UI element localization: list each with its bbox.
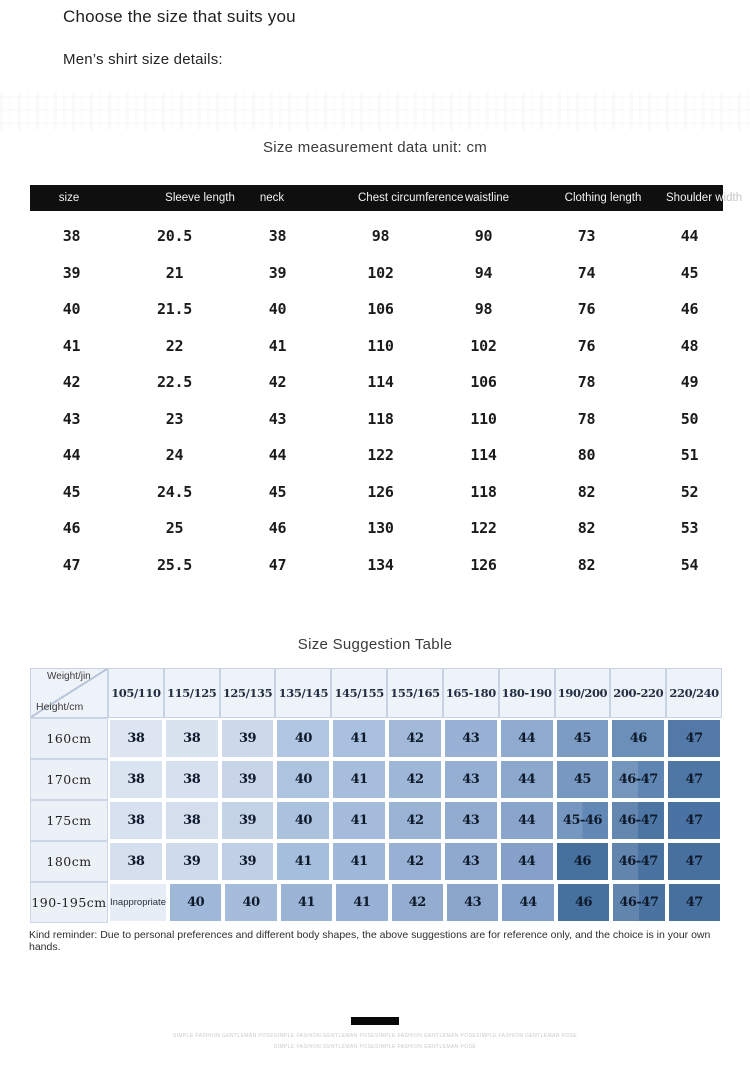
measurement-value: 122 [367,446,394,465]
measurement-value: 94 [474,263,493,282]
header-chest-circumference: Chest circumference [358,192,464,204]
measurement-value: 23 [165,409,184,428]
footer-black-bar [351,1017,399,1025]
page-title: Choose the size that suits you [63,7,296,26]
measurement-value: 39 [268,263,287,282]
suggested-size-cell: 38 [108,841,164,882]
measurement-value: 21 [165,263,184,282]
corner-cell [30,668,108,718]
suggested-size-cell: 47 [666,718,722,759]
weight-column-header: 220/240 [666,668,722,718]
suggested-size-cell: 46-47 [610,800,666,841]
suggested-size-cell: 47 [666,841,722,882]
measurement-value: 42 [62,373,81,392]
suggestion-row [30,759,722,800]
measurement-value: 46 [680,300,699,319]
measurement-value: 74 [577,263,596,282]
measurement-value: 22 [165,336,184,355]
weight-column-header: 200-220 [610,668,666,718]
measurement-value: 106 [470,373,497,392]
suggested-size-cell: 40 [275,718,331,759]
measurement-value: 42 [268,373,287,392]
suggestion-header-row [30,668,722,718]
weight-column-header: 145/155 [331,668,387,718]
measurement-value: 24 [165,446,184,465]
measurement-value: 25 [165,519,184,538]
suggested-size-cell: 47 [667,882,722,923]
measurement-value: 78 [577,409,596,428]
suggested-size-cell: 46 [555,841,611,882]
suggested-size-cell: 42 [387,718,443,759]
measurement-value: 51 [680,446,699,465]
weight-column-header: 125/135 [220,668,276,718]
measurement-value: 114 [367,373,394,392]
suggested-size-cell: 46 [556,882,611,923]
measurement-value: 76 [577,300,596,319]
measurement-value: 73 [577,227,596,246]
weight-column-header: 155/165 [387,668,443,718]
suggestion-row [30,718,722,759]
measurement-value: 44 [680,227,699,246]
measurement-value: 22.5 [157,373,192,392]
measurement-value: 98 [474,300,493,319]
height-label: 190-195cm [30,882,108,923]
suggested-size-cell: 40 [223,882,278,923]
suggested-size-cell: 46-47 [611,882,666,923]
measurement-value: 20.5 [157,227,192,246]
suggested-size-cell: 47 [666,800,722,841]
measurement-value: 98 [371,227,390,246]
measurement-value: 130 [367,519,394,538]
kind-reminder-text: Kind reminder: Due to personal preferences and different body shapes, the above suggestions are for reference only, and the choice is in your own hands. [29,929,711,953]
height-label: 175cm [30,800,108,841]
measurement-value: 102 [470,336,497,355]
suggested-size-cell: 45 [555,718,611,759]
suggested-size-cell: 44 [499,841,555,882]
suggestion-row [30,800,722,841]
measurement-value: 24.5 [157,482,192,501]
weight-column-header: 190/200 [555,668,611,718]
watermark-line-2: SIMPLE FASHION GENTLEMAN POSESIMPLE FASHION GENTLEMAN POSE [273,1044,477,1050]
measurement-value: 82 [577,519,596,538]
measurement-value: 110 [367,336,394,355]
subtitle: Men’s shirt size details: [63,51,223,68]
header-shoulder-width: Shoulder width [666,192,743,204]
suggested-size-cell: 46 [610,718,666,759]
suggested-size-cell: 44 [499,718,555,759]
suggested-size-cell: 44 [500,882,555,923]
measurement-value: 38 [62,227,81,246]
measurement-value: 110 [470,409,497,428]
measurement-value: 41 [268,336,287,355]
suggestion-row [30,841,722,882]
suggested-size-cell: 41 [331,841,387,882]
measurement-table-header [30,185,743,211]
measurement-value: 45 [680,263,699,282]
measurement-value: 49 [680,373,699,392]
measurement-value: 47 [62,555,81,574]
measurement-value: 48 [680,336,699,355]
header-clothing-length: Clothing length [564,192,642,204]
measurement-value: 126 [367,482,394,501]
faint-watermark-band [0,92,750,130]
measurement-value: 39 [62,263,81,282]
suggested-size-cell: 41 [275,841,331,882]
suggested-size-cell: 44 [499,800,555,841]
suggested-size-cell: 42 [387,800,443,841]
measurement-value: 126 [470,555,497,574]
suggested-size-cell: 43 [445,882,500,923]
measurement-value: 122 [470,519,497,538]
measurement-value: 45 [268,482,287,501]
suggested-size-cell: 43 [443,759,499,800]
suggested-size-cell: 39 [164,841,220,882]
suggested-size-cell: 42 [387,759,443,800]
height-label: 160cm [30,718,108,759]
watermark-line-1: SIMPLE FASHION GENTLEMAN POSESIMPLE FASHION GENTLEMAN POSESIMPLE FASHION GENTLEMAN POSESIMPLE FASHION GENTLEMAN POSE [172,1033,578,1039]
measurement-value: 76 [577,336,596,355]
suggested-size-cell: 38 [164,759,220,800]
measurement-value: 114 [470,446,497,465]
suggested-size-cell: 43 [443,718,499,759]
suggested-size-cell: 47 [666,759,722,800]
measurement-value: 41 [62,336,81,355]
suggested-size-cell: 38 [108,718,164,759]
suggested-size-cell: 38 [164,800,220,841]
measurement-value: 53 [680,519,699,538]
measurement-value: 43 [62,409,81,428]
measurement-value: 134 [367,555,394,574]
weight-column-header: 180-190 [499,668,555,718]
measurement-value: 38 [268,227,287,246]
weight-column-header: 165-180 [443,668,499,718]
corner-height-label: Height/cm [36,701,84,713]
header-neck: neck [259,192,285,204]
measurement-value: 80 [577,446,596,465]
measurement-value: 46 [268,519,287,538]
suggestion-table-title: Size Suggestion Table [297,636,453,653]
suggested-size-cell: 41 [331,759,387,800]
suggestion-row [30,882,722,923]
weight-column-header: 135/145 [275,668,331,718]
suggested-size-cell: 42 [387,841,443,882]
suggested-size-cell: Inappropriate [108,882,168,923]
suggested-size-cell: 39 [220,841,276,882]
weight-column-header: 105/110 [108,668,164,718]
suggested-size-cell: 38 [108,759,164,800]
measurement-value: 44 [62,446,81,465]
measurement-value: 82 [577,482,596,501]
measurement-value: 54 [680,555,699,574]
measurement-table-body [20,218,741,583]
weight-column-header: 115/125 [164,668,220,718]
suggested-size-cell: 41 [331,800,387,841]
suggested-size-cell: 42 [390,882,445,923]
measurement-value: 82 [577,555,596,574]
header-sleeve-length: Sleeve length [165,192,235,204]
measurement-value: 44 [268,446,287,465]
height-label: 180cm [30,841,108,882]
measurement-value: 47 [268,555,287,574]
suggested-size-cell: 40 [275,759,331,800]
height-label: 170cm [30,759,108,800]
suggested-size-cell: 45-46 [555,800,611,841]
suggested-size-cell: 39 [220,759,276,800]
measurement-value: 78 [577,373,596,392]
suggested-size-cell: 38 [164,718,220,759]
suggested-size-cell: 38 [108,800,164,841]
suggested-size-cell: 41 [331,718,387,759]
measurement-value: 21.5 [157,300,192,319]
suggested-size-cell: 46-47 [610,841,666,882]
corner-weight-label: Weight/jin [47,671,91,682]
measurement-value: 45 [62,482,81,501]
measurement-value: 118 [470,482,497,501]
measurement-value: 46 [62,519,81,538]
measurement-value: 40 [268,300,287,319]
suggested-size-cell: 40 [168,882,223,923]
suggested-size-cell: 40 [275,800,331,841]
suggested-size-cell: 41 [279,882,334,923]
measurement-value: 102 [367,263,394,282]
suggested-size-cell: 45 [555,759,611,800]
measurement-value: 90 [474,227,493,246]
suggested-size-cell: 43 [443,800,499,841]
suggested-size-cell: 39 [220,718,276,759]
suggested-size-cell: 41 [334,882,389,923]
measurement-value: 25.5 [157,555,192,574]
suggested-size-cell: 44 [499,759,555,800]
measurement-value: 40 [62,300,81,319]
header-size: size [58,192,80,204]
measurement-value: 52 [680,482,699,501]
measurement-table-title: Size measurement data unit: cm [262,139,488,156]
measurement-value: 118 [367,409,394,428]
header-waistline: waistline [464,192,510,204]
suggestion-table [30,668,722,923]
suggested-size-cell: 43 [443,841,499,882]
measurement-value: 50 [680,409,699,428]
measurement-value: 106 [367,300,394,319]
suggested-size-cell: 39 [220,800,276,841]
suggested-size-cell: 46-47 [610,759,666,800]
measurement-value: 43 [268,409,287,428]
